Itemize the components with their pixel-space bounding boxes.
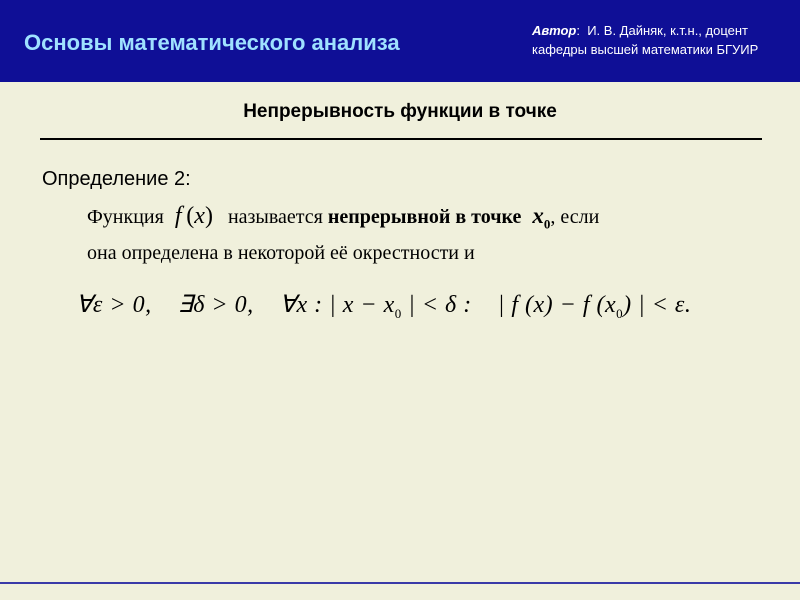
slide-subtitle: Непрерывность функции в точке	[243, 101, 557, 122]
author-block	[532, 21, 758, 59]
formula-function-part	[497, 292, 692, 321]
function-notation: f (x)	[174, 203, 213, 229]
author-line	[532, 21, 758, 40]
called-word: называется	[227, 206, 323, 228]
point-subscript: 0	[543, 216, 551, 232]
definition-label: Определение 2:	[42, 168, 191, 190]
header-bar	[0, 0, 800, 82]
point-variable	[532, 203, 551, 232]
title-divider	[40, 138, 762, 140]
epsilon-delta-formula	[76, 290, 691, 322]
author-separator: :	[576, 23, 580, 38]
course-title: Основы математического анализа	[24, 30, 400, 55]
footer-divider	[0, 582, 800, 584]
point-var: x	[532, 203, 544, 228]
formula-neighborhood-part	[279, 292, 472, 321]
formula-delta-part: ∃δ > 0,	[177, 292, 254, 318]
formula-neighborhood-sub: 0	[394, 305, 402, 321]
definition-line-1	[87, 203, 599, 233]
formula-function-sub: 0	[616, 305, 624, 321]
author-name: И. В. Дайняк, к.т.н., доцент	[587, 23, 749, 38]
author-label: Автор	[532, 23, 577, 38]
formula-function-pre: | f (x) − f (x	[497, 292, 617, 318]
if-word: , если	[550, 206, 600, 228]
author-department: кафедры высшей математики БГУИР	[532, 42, 759, 57]
formula-neighborhood-post: | < δ :	[401, 292, 472, 318]
formula-function-post: ) | < ε.	[623, 292, 692, 318]
function-name: f	[174, 203, 182, 229]
function-word: Функция	[87, 206, 164, 228]
function-argument: x	[194, 203, 205, 229]
continuous-at-point-text: непрерывной в точке	[327, 206, 522, 228]
formula-epsilon-part: ∀ε > 0,	[76, 292, 152, 318]
definition-line-2: она определена в некоторой её окрестности и	[87, 242, 475, 264]
formula-neighborhood-pre: ∀x : | x − x	[279, 292, 395, 318]
